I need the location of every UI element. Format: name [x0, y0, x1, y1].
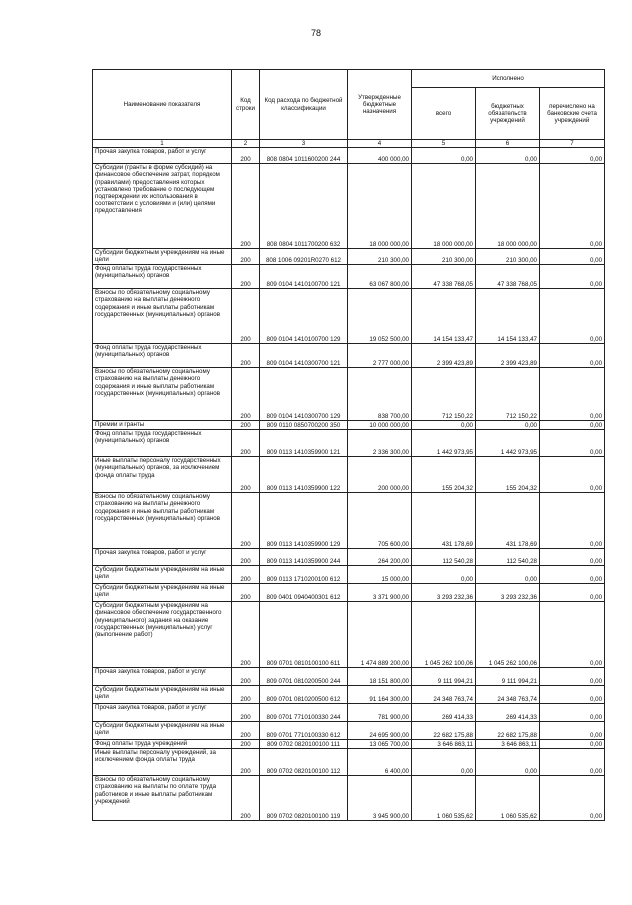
- table-row: [93, 566, 605, 584]
- expense-code: 809 0702 0820100100 112: [260, 749, 348, 776]
- table-row: [93, 344, 605, 368]
- executed-transferred: 0,00: [540, 549, 605, 566]
- approved-amount: 18 151 800,00: [348, 668, 412, 686]
- executed-obligations: 0,00: [476, 421, 540, 430]
- executed-total: 2 399 423,89: [412, 344, 476, 368]
- expense-code: 809 0113 1410359900 244: [260, 549, 348, 566]
- indicator-name: Субсидии бюджетным учреждениям на иные цели: [93, 722, 232, 740]
- header-row-code: Код строки: [232, 70, 260, 140]
- column-index: 2: [232, 140, 260, 148]
- executed-obligations: 0,00: [476, 566, 540, 584]
- executed-total: 14 154 133,47: [412, 289, 476, 344]
- table-row: [93, 265, 605, 289]
- executed-total: 3 293 232,36: [412, 584, 476, 602]
- executed-obligations: 112 540,28: [476, 549, 540, 566]
- executed-total: 22 682 175,88: [412, 722, 476, 740]
- table-row: [93, 249, 605, 265]
- table-row: [93, 368, 605, 421]
- row-code: 200: [232, 265, 260, 289]
- executed-total: 1 060 535,62: [412, 776, 476, 821]
- executed-transferred: 0,00: [540, 566, 605, 584]
- indicator-name: Прочая закупка товаров, работ и услуг: [93, 668, 232, 686]
- executed-obligations: 3 646 863,11: [476, 740, 540, 749]
- expense-code: 808 1006 09201R0270 612: [260, 249, 348, 265]
- executed-total: 155 204,32: [412, 457, 476, 493]
- executed-obligations: 269 414,33: [476, 704, 540, 722]
- table-row: [93, 164, 605, 249]
- row-code: 200: [232, 457, 260, 493]
- approved-amount: 63 067 800,00: [348, 265, 412, 289]
- header-expense-code: Код расхода по бюджетной классификации: [260, 70, 348, 140]
- indicator-name: Иные выплаты персоналу учреждений, за исключением фонда оплаты труда: [93, 749, 232, 776]
- row-code: 200: [232, 602, 260, 668]
- indicator-name: Премии и гранты: [93, 421, 232, 430]
- executed-transferred: 0,00: [540, 686, 605, 704]
- indicator-name: Прочая закупка товаров, работ и услуг: [93, 148, 232, 164]
- expense-code: 809 0113 1410359900 121: [260, 430, 348, 457]
- approved-amount: 91 164 300,00: [348, 686, 412, 704]
- column-index: 1: [93, 140, 232, 148]
- indicator-name: Субсидии (гранты в форме субсидий) на финансовое обеспечение затрат, порядком (правилами) предоставления которых установлено требование о последующем подтверждении их использования в соответствии с условиями и (или) целями предоставления: [93, 164, 232, 249]
- executed-transferred: 0,00: [540, 430, 605, 457]
- approved-amount: 1 474 889 200,00: [348, 602, 412, 668]
- approved-amount: 400 000,00: [348, 148, 412, 164]
- executed-total: 18 000 000,00: [412, 164, 476, 249]
- budget-execution-table: [92, 69, 605, 821]
- approved-amount: 2 777 000,00: [348, 344, 412, 368]
- column-index: 6: [476, 140, 540, 148]
- executed-total: 24 348 763,74: [412, 686, 476, 704]
- executed-transferred: 0,00: [540, 368, 605, 421]
- indicator-name: Взносы по обязательному социальному страхованию на выплаты денежного содержания и иные выплаты работникам государственных (муниципальных) органов: [93, 493, 232, 549]
- indicator-name: Субсидии бюджетным учреждениям на иные цели: [93, 249, 232, 265]
- executed-obligations: 24 348 763,74: [476, 686, 540, 704]
- expense-code: 808 0804 1011600200 244: [260, 148, 348, 164]
- executed-obligations: 155 204,32: [476, 457, 540, 493]
- row-code: 200: [232, 249, 260, 265]
- expense-code: 809 0113 1410359900 122: [260, 457, 348, 493]
- table-row: [93, 740, 605, 749]
- expense-code: 809 0701 7710100330 244: [260, 704, 348, 722]
- table-row: [93, 704, 605, 722]
- table-row: [93, 549, 605, 566]
- executed-transferred: 0,00: [540, 602, 605, 668]
- table-row: [93, 602, 605, 668]
- table-row: [93, 457, 605, 493]
- indicator-name: Взносы по обязательному социальному страхованию на выплаты по оплате труда работников и иные выплаты работникам учреждений: [93, 776, 232, 821]
- expense-code: 808 0804 1011700200 632: [260, 164, 348, 249]
- executed-transferred: 0,00: [540, 493, 605, 549]
- approved-amount: 18 000 000,00: [348, 164, 412, 249]
- executed-transferred: 0,00: [540, 584, 605, 602]
- executed-total: 1 045 262 100,06: [412, 602, 476, 668]
- table-row: [93, 421, 605, 430]
- row-code: 200: [232, 421, 260, 430]
- approved-amount: 781 900,00: [348, 704, 412, 722]
- row-code: 200: [232, 368, 260, 421]
- column-index: 4: [348, 140, 412, 148]
- executed-obligations: 0,00: [476, 148, 540, 164]
- row-code: 200: [232, 668, 260, 686]
- column-index: 3: [260, 140, 348, 148]
- executed-obligations: 3 293 232,36: [476, 584, 540, 602]
- executed-obligations: 9 111 994,21: [476, 668, 540, 686]
- row-code: 200: [232, 704, 260, 722]
- executed-transferred: 0,00: [540, 148, 605, 164]
- indicator-name: Прочая закупка товаров, работ и услуг: [93, 704, 232, 722]
- executed-obligations: 22 682 175,88: [476, 722, 540, 740]
- row-code: 200: [232, 566, 260, 584]
- indicator-name: Иные выплаты персоналу государственных (муниципальных) органов, за исключением фонда оплаты труда: [93, 457, 232, 493]
- table-row: [93, 776, 605, 821]
- column-index-row: [93, 140, 605, 148]
- row-code: 200: [232, 164, 260, 249]
- executed-transferred: 0,00: [540, 164, 605, 249]
- approved-amount: 10 000 000,00: [348, 421, 412, 430]
- indicator-name: Субсидии бюджетным учреждениям на финансовое обеспечение государственного (муниципального) задания на оказание государственных (муниципальных) услуг (выполнение работ): [93, 602, 232, 668]
- expense-code: 809 0702 0820100100 119: [260, 776, 348, 821]
- indicator-name: Субсидии бюджетным учреждениям на иные цели: [93, 566, 232, 584]
- executed-obligations: 2 399 423,89: [476, 344, 540, 368]
- expense-code: 809 0104 1410300700 121: [260, 344, 348, 368]
- executed-transferred: 0,00: [540, 344, 605, 368]
- approved-amount: 705 600,00: [348, 493, 412, 549]
- header-total: всего: [412, 88, 476, 140]
- executed-obligations: 210 300,00: [476, 249, 540, 265]
- executed-transferred: 0,00: [540, 249, 605, 265]
- indicator-name: Субсидии бюджетным учреждениям на иные цели: [93, 686, 232, 704]
- column-index: 5: [412, 140, 476, 148]
- approved-amount: 3 371 900,00: [348, 584, 412, 602]
- table-row: [93, 686, 605, 704]
- executed-total: 269 414,33: [412, 704, 476, 722]
- table-row: [93, 430, 605, 457]
- executed-total: 210 300,00: [412, 249, 476, 265]
- indicator-name: Фонд оплаты труда государственных (муниципальных) органов: [93, 430, 232, 457]
- header-transferred: перечислено на банковские счета учреждений: [540, 88, 605, 140]
- executed-total: 431 178,69: [412, 493, 476, 549]
- indicator-name: Взносы по обязательному социальному страхованию на выплаты денежного содержания и иные выплаты работникам государственных (муниципальных) органов: [93, 368, 232, 421]
- expense-code: 809 0701 0810200500 244: [260, 668, 348, 686]
- executed-transferred: 0,00: [540, 722, 605, 740]
- executed-transferred: 0,00: [540, 749, 605, 776]
- header-obligations: бюджетных обязательств учреждений: [476, 88, 540, 140]
- executed-transferred: 0,00: [540, 265, 605, 289]
- approved-amount: 24 695 900,00: [348, 722, 412, 740]
- executed-obligations: 431 178,69: [476, 493, 540, 549]
- approved-amount: 200 000,00: [348, 457, 412, 493]
- expense-code: 809 0113 1410359900 129: [260, 493, 348, 549]
- executed-obligations: 712 150,22: [476, 368, 540, 421]
- expense-code: 809 0104 1410300700 129: [260, 368, 348, 421]
- table-row: [93, 493, 605, 549]
- header-approved: Утвержденные бюджетные назначения: [348, 70, 412, 140]
- executed-total: 1 442 973,95: [412, 430, 476, 457]
- row-code: 200: [232, 549, 260, 566]
- row-code: 200: [232, 289, 260, 344]
- indicator-name: Фонд оплаты труда государственных (муниципальных) органов: [93, 344, 232, 368]
- row-code: 200: [232, 740, 260, 749]
- approved-amount: 2 336 300,00: [348, 430, 412, 457]
- approved-amount: 15 000,00: [348, 566, 412, 584]
- table-row: [93, 289, 605, 344]
- executed-total: 47 338 768,05: [412, 265, 476, 289]
- table-row: [93, 668, 605, 686]
- executed-transferred: 0,00: [540, 740, 605, 749]
- row-code: 200: [232, 686, 260, 704]
- expense-code: 809 0113 1710200100 612: [260, 566, 348, 584]
- header-executed: Исполнено: [412, 70, 605, 88]
- row-code: 200: [232, 749, 260, 776]
- executed-transferred: 0,00: [540, 457, 605, 493]
- table-row: [93, 584, 605, 602]
- indicator-name: Фонд оплаты труда государственных (муниципальных) органов: [93, 265, 232, 289]
- executed-obligations: 1 060 535,62: [476, 776, 540, 821]
- executed-obligations: 1 442 973,95: [476, 430, 540, 457]
- executed-obligations: 14 154 133,47: [476, 289, 540, 344]
- row-code: 200: [232, 344, 260, 368]
- expense-code: 809 0702 0820100100 111: [260, 740, 348, 749]
- executed-total: 0,00: [412, 421, 476, 430]
- expense-code: 809 0701 0810200500 612: [260, 686, 348, 704]
- expense-code: 809 0701 7710100330 612: [260, 722, 348, 740]
- approved-amount: 19 052 500,00: [348, 289, 412, 344]
- expense-code: 809 0104 1410100700 121: [260, 265, 348, 289]
- executed-total: 0,00: [412, 749, 476, 776]
- approved-amount: 210 300,00: [348, 249, 412, 265]
- executed-total: 0,00: [412, 566, 476, 584]
- column-index: 7: [540, 140, 605, 148]
- header-name: Наименование показателя: [93, 70, 232, 140]
- expense-code: 809 0104 1410100700 129: [260, 289, 348, 344]
- row-code: 200: [232, 776, 260, 821]
- approved-amount: 3 945 900,00: [348, 776, 412, 821]
- executed-obligations: 47 338 768,05: [476, 265, 540, 289]
- executed-transferred: 0,00: [540, 776, 605, 821]
- executed-obligations: 18 000 000,00: [476, 164, 540, 249]
- expense-code: 809 0110 0850700200 350: [260, 421, 348, 430]
- row-code: 200: [232, 584, 260, 602]
- indicator-name: Фонд оплаты труда учреждений: [93, 740, 232, 749]
- expense-code: 809 0701 0810100100 611: [260, 602, 348, 668]
- approved-amount: 6 400,00: [348, 749, 412, 776]
- executed-total: 9 111 994,21: [412, 668, 476, 686]
- indicator-name: Взносы по обязательному социальному страхованию на выплаты денежного содержания и иные выплаты работникам государственных (муниципальных) органов: [93, 289, 232, 344]
- executed-transferred: 0,00: [540, 704, 605, 722]
- table-row: [93, 749, 605, 776]
- row-code: 200: [232, 148, 260, 164]
- approved-amount: 13 065 700,00: [348, 740, 412, 749]
- executed-total: 3 646 863,11: [412, 740, 476, 749]
- indicator-name: Субсидии бюджетным учреждениям на иные цели: [93, 584, 232, 602]
- executed-total: 712 150,22: [412, 368, 476, 421]
- executed-obligations: 0,00: [476, 749, 540, 776]
- approved-amount: 838 700,00: [348, 368, 412, 421]
- row-code: 200: [232, 430, 260, 457]
- row-code: 200: [232, 722, 260, 740]
- executed-transferred: 0,00: [540, 289, 605, 344]
- executed-obligations: 1 045 262 100,06: [476, 602, 540, 668]
- table-row: [93, 722, 605, 740]
- indicator-name: Прочая закупка товаров, работ и услуг: [93, 549, 232, 566]
- executed-total: 0,00: [412, 148, 476, 164]
- table-row: [93, 148, 605, 164]
- row-code: 200: [232, 493, 260, 549]
- executed-total: 112 540,28: [412, 549, 476, 566]
- executed-transferred: 0,00: [540, 421, 605, 430]
- executed-transferred: 0,00: [540, 668, 605, 686]
- page-number: 78: [310, 28, 321, 38]
- approved-amount: 264 200,00: [348, 549, 412, 566]
- expense-code: 809 0401 0940400301 612: [260, 584, 348, 602]
